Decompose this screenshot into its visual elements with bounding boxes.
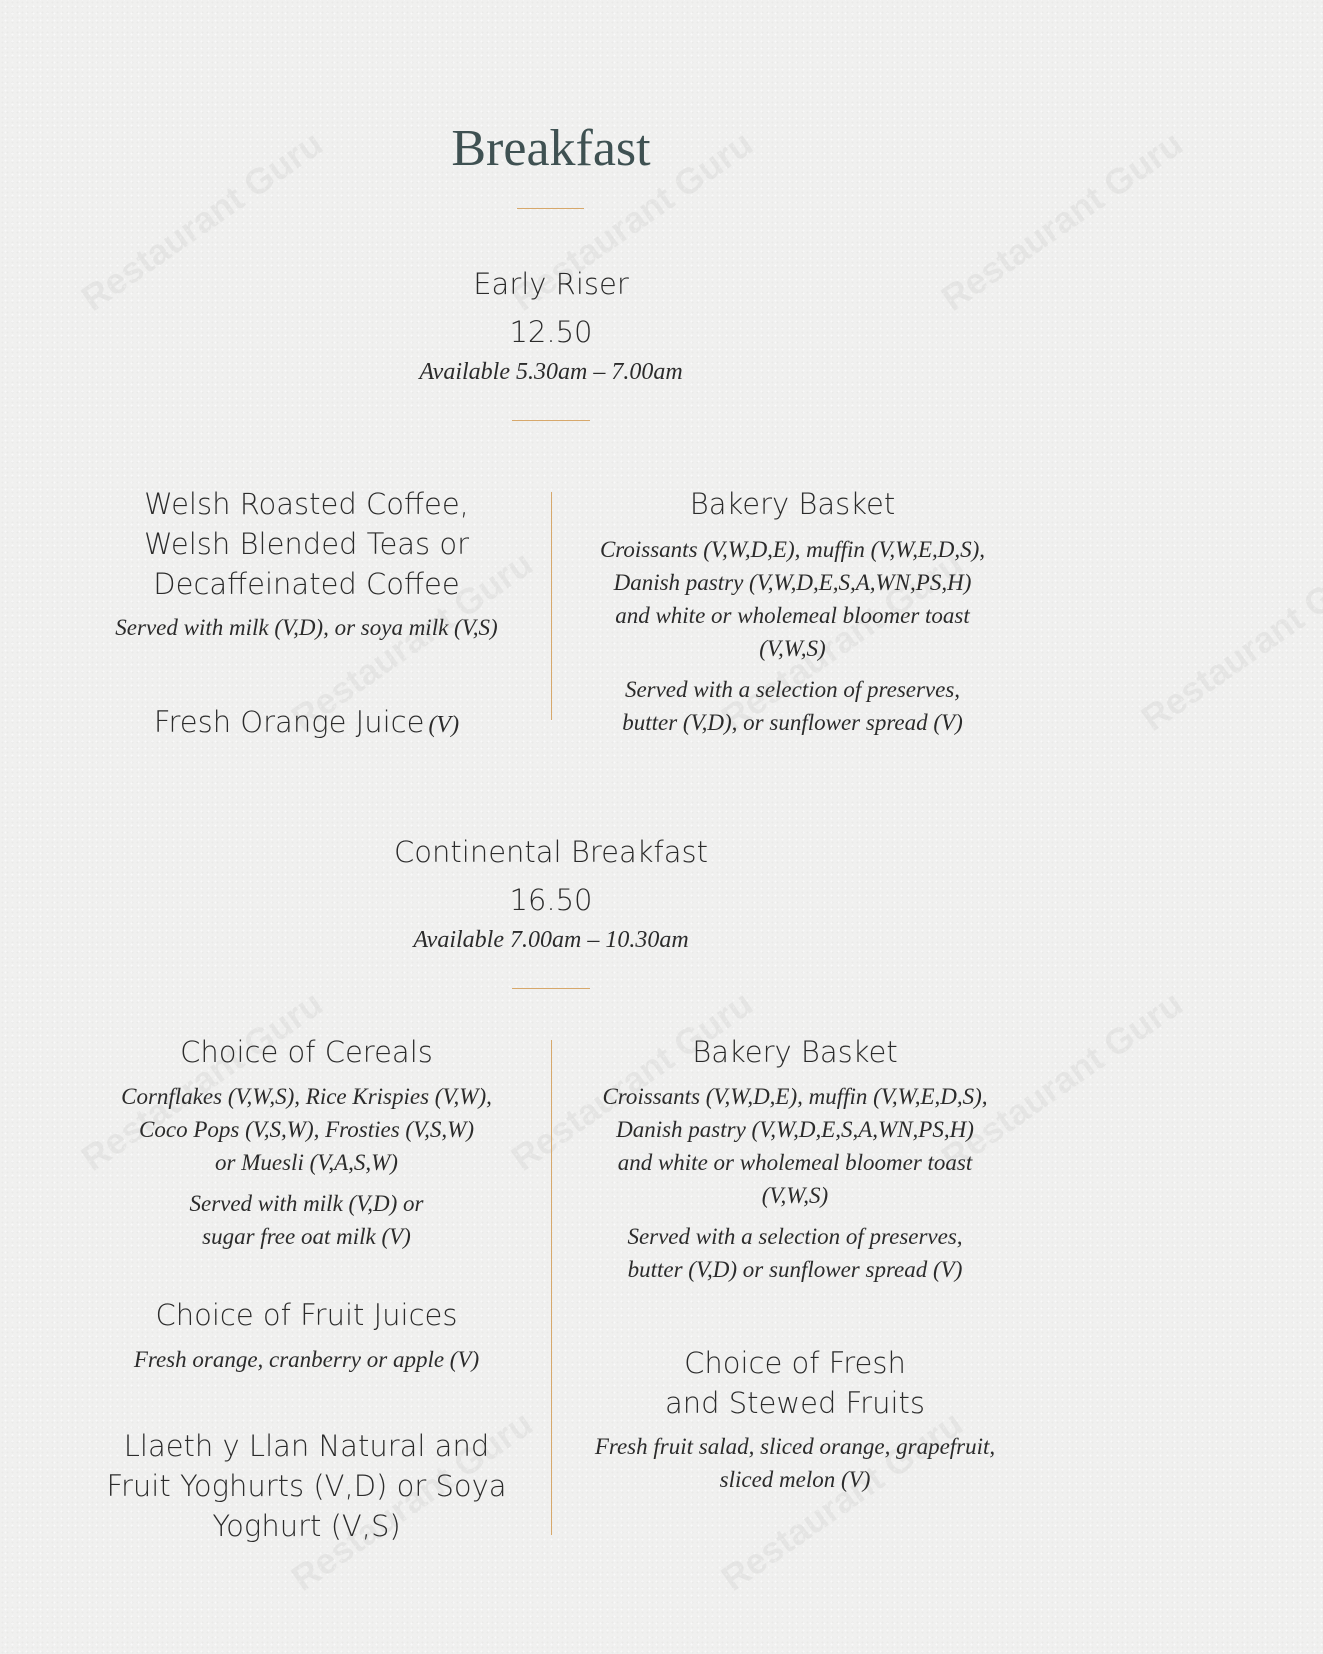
orange-juice-item [70,702,543,742]
fruit-juices-title: Choice of Fruit Juices [155,1298,458,1332]
cereals-served-line1: Served with milk (V,D) or [189,1191,424,1216]
bakery-served-line1: Served with a selection of preserves, [624,677,961,702]
bakery-desc-line1: Croissants (V,W,D,E), muffin (V,W,E,D,S), [599,537,986,562]
cereals-title: Choice of Cereals [180,1035,433,1069]
bakery-served-line2: butter (V,D), or sunflower spread (V) [622,710,963,735]
drinks-title-line1: Welsh Roasted Coffee, [144,487,469,521]
continental-availability: Available 7.00am – 10.30am [413,927,689,953]
bakery2-served-line2: butter (V,D) or sunflower spread (V) [627,1257,963,1282]
bakery-desc-line4: (V,W,S) [759,636,826,661]
orange-juice-tag: (V) [428,712,460,738]
drinks-title-line2: Welsh Blended Teas or [143,527,470,561]
yoghurt-line1: Llaeth y Llan Natural and [123,1429,490,1463]
bakery2-desc-line3: and white or wholemeal bloomer toast [617,1150,973,1175]
bakery2-served-line1: Served with a selection of preserves, [627,1224,963,1249]
cereals-served-line2: sugar free oat milk (V) [202,1224,411,1249]
continental-divider [512,988,590,989]
fruits-title-line1: Choice of Fresh [684,1346,906,1380]
drinks-description: Served with milk (V,D), or soya milk (V,S) [115,615,498,640]
bakery2-desc-line4: (V,W,S) [761,1183,829,1208]
bakery-basket-title: Bakery Basket [689,487,896,521]
cereals-line1: Cornflakes (V,W,S), Rice Krispies (V,W), [121,1084,492,1109]
early-riser-heading: Early Riser [473,267,629,301]
bakery-basket-title-2: Bakery Basket [692,1035,898,1069]
yoghurt-line2: Fruit Yoghurts (V,D) or Soya [106,1469,507,1503]
fruit-juices-desc: Fresh orange, cranberry or apple (V) [133,1347,480,1372]
title-divider [517,208,584,209]
continental-price: 16.50 [509,883,593,917]
early-riser-divider [512,420,590,421]
cereals-line2: Coco Pops (V,S,W), Frosties (V,S,W) [139,1117,474,1142]
early-riser-column-divider [551,492,552,720]
watermark [1134,542,1323,739]
bakery2-desc-line1: Croissants (V,W,D,E), muffin (V,W,E,D,S), [602,1084,988,1109]
orange-juice-title: Fresh Orange Juice [153,705,425,739]
cereals-line3: or Muesli (V,A,S,W) [215,1150,398,1175]
page-title: Breakfast [451,120,651,177]
bakery-desc-line2: Danish pastry (V,W,D,E,S,A,WN,PS,H) [613,570,972,595]
yoghurt-line3: Yoghurt (V,S) [212,1509,401,1543]
drinks-title-line3: Decaffeinated Coffee [153,567,460,601]
bakery2-desc-line2: Danish pastry (V,W,D,E,S,A,WN,PS,H) [616,1117,974,1142]
early-riser-availability: Available 5.30am – 7.00am [419,359,683,385]
fruits-desc-line2: sliced melon (V) [719,1467,871,1492]
continental-column-divider [551,1040,552,1535]
fruits-desc-line1: Fresh fruit salad, sliced orange, grapefruit, [594,1434,996,1459]
continental-heading: Continental Breakfast [394,835,708,869]
early-riser-price: 12.50 [509,315,593,349]
fruits-title-line2: and Stewed Fruits [665,1386,925,1420]
bakery-desc-line3: and white or wholemeal bloomer toast [615,603,970,628]
